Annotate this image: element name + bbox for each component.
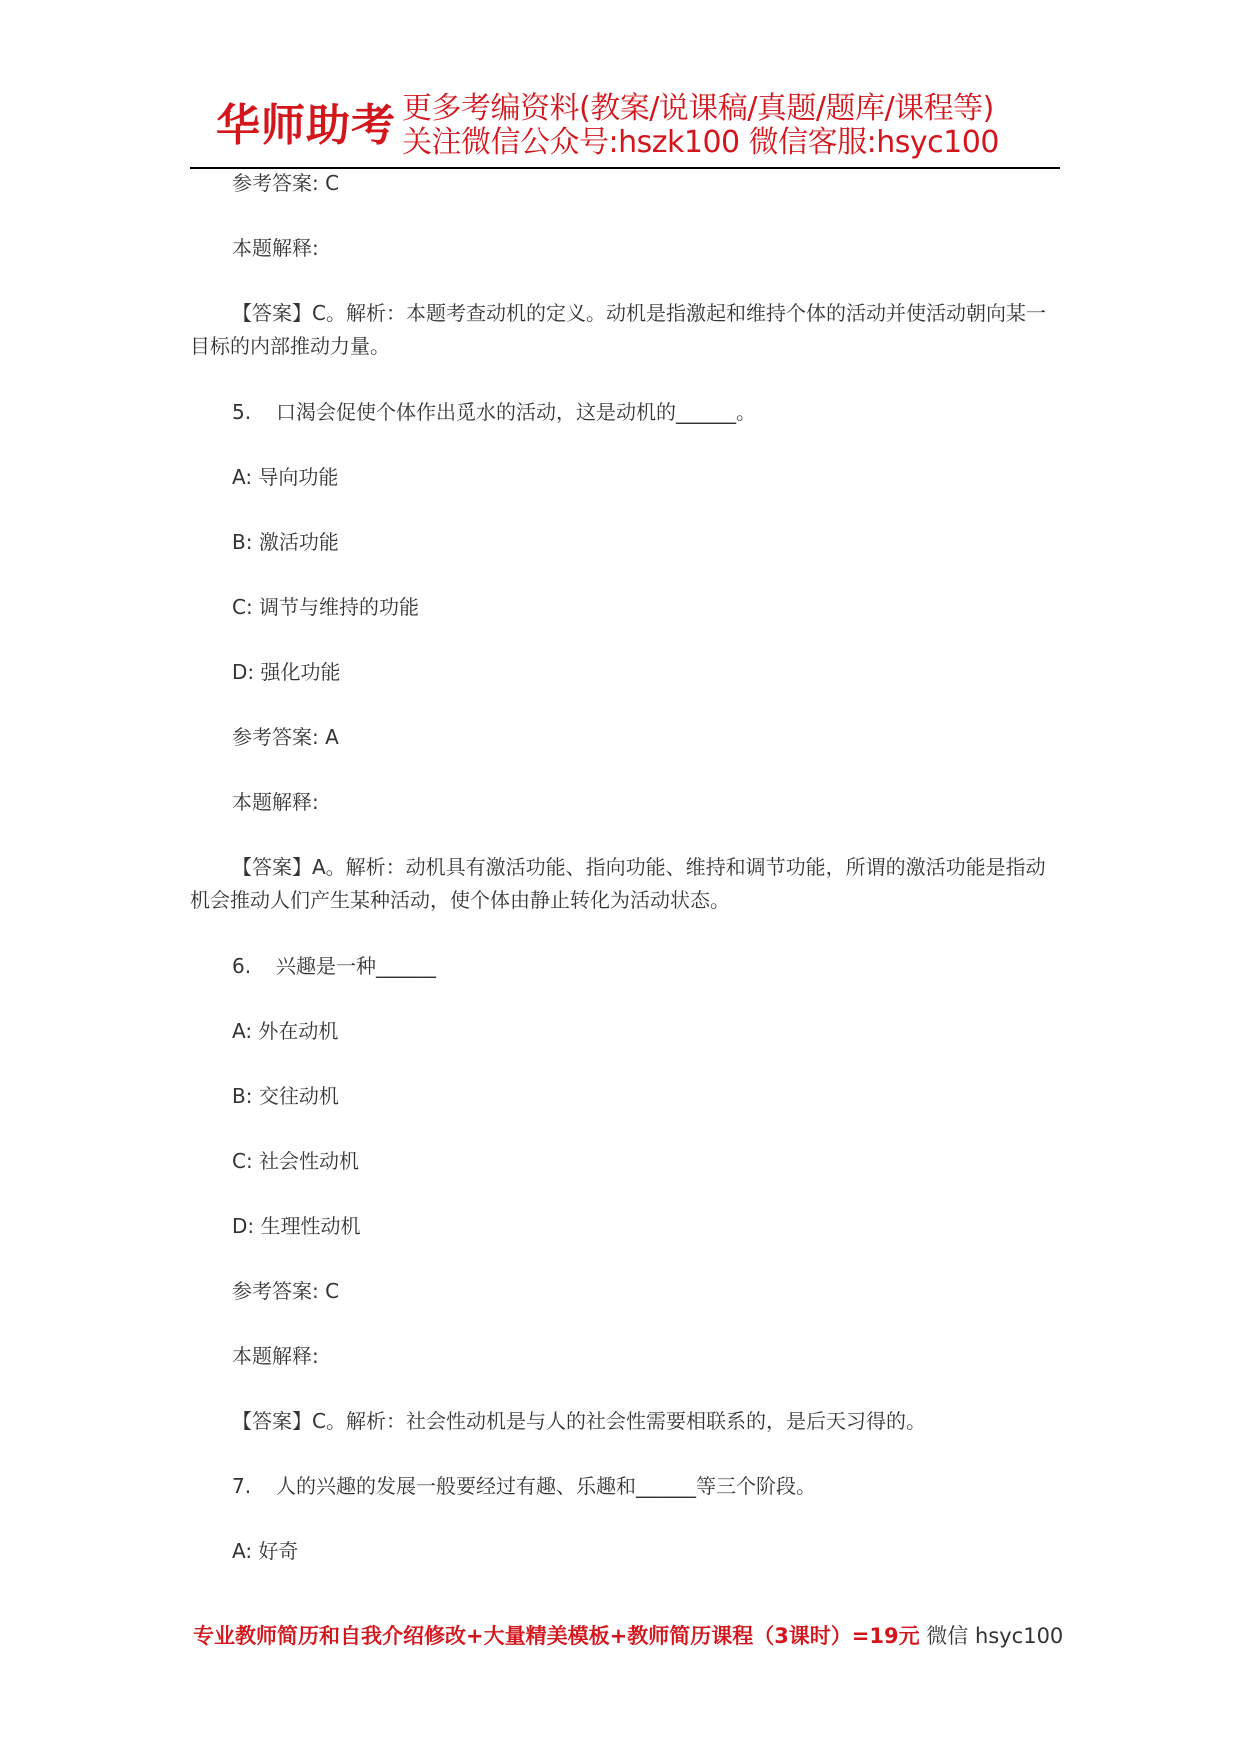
q6-option-b: B: 交往动机	[232, 1084, 339, 1108]
header-banner	[190, 88, 1060, 166]
q7-stem: 人的兴趣的发展一般要经过有趣、乐趣和______等三个阶段。	[276, 1474, 816, 1498]
q7-number: 7.	[232, 1474, 252, 1498]
q4-explanation: 【答案】C。解析：本题考查动机的定义。动机是指激起和维持个体的活动并使活动朝向某一目标的内部推动力量。	[190, 301, 1046, 358]
q6-number: 6.	[232, 954, 252, 978]
header-promo-line-1: 更多考编资料(教案/说课稿/真题/题库/课程等)	[402, 91, 994, 126]
header-promo-line-2: 关注微信公众号:hszk100 微信客服:hsyc100	[402, 125, 999, 160]
q6-answer: 参考答案: C	[232, 1279, 340, 1303]
q6-option-a: A: 外在动机	[232, 1019, 339, 1043]
footer-promo	[193, 1620, 1063, 1650]
q4-answer: 参考答案: C	[232, 171, 340, 195]
brand-logo-text: 华师助考	[216, 100, 396, 151]
q7-stem-line	[190, 1470, 1102, 1503]
footer-promo-text: 专业教师简历和自我介绍修改+大量精美模板+教师简历课程（3课时）=19元	[193, 1624, 920, 1648]
q5-explanation: 【答案】A。解析：动机具有激活功能、指向功能、维持和调节功能，所谓的激活功能是指动机会推动人们产生某种活动，使个体由静止转化为活动状态。	[190, 855, 1046, 912]
q6-stem-line	[190, 950, 1102, 983]
q6-option-c: C: 社会性动机	[232, 1149, 360, 1173]
q5-explanation-label: 本题解释:	[232, 790, 319, 814]
q5-option-c: C: 调节与维持的功能	[232, 595, 420, 619]
q5-number: 5.	[232, 400, 252, 424]
q5-answer: 参考答案: A	[232, 725, 339, 749]
q6-explanation-label: 本题解释:	[232, 1344, 319, 1368]
q6-stem: 兴趣是一种______	[276, 954, 436, 978]
q6-option-d: D: 生理性动机	[232, 1214, 361, 1238]
q5-option-a: A: 导向功能	[232, 465, 339, 489]
q7-option-a: A: 好奇	[232, 1539, 299, 1563]
q5-stem-line	[190, 396, 1102, 429]
q5-option-d: D: 强化功能	[232, 660, 341, 684]
footer-contact: 微信 hsyc100	[926, 1624, 1064, 1648]
q5-stem: 口渴会促使个体作出觅水的活动，这是动机的______。	[276, 400, 756, 424]
q5-option-b: B: 激活功能	[232, 530, 339, 554]
q6-explanation: 【答案】C。解析：社会性动机是与人的社会性需要相联系的，是后天习得的。	[232, 1409, 926, 1433]
q4-explanation-label: 本题解释:	[232, 236, 319, 260]
